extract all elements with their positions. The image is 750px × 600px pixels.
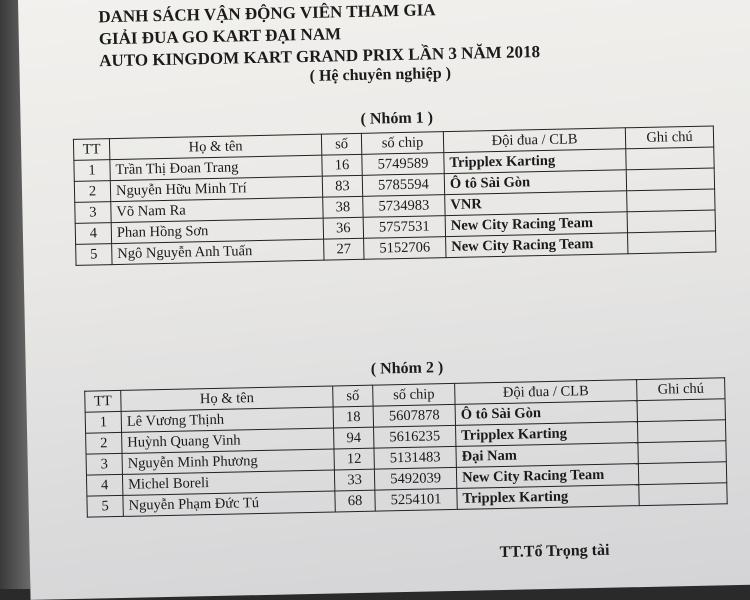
cell-team: Tripplex Karting <box>456 422 638 447</box>
cell-team: New City Racing Team <box>445 212 627 237</box>
cell-team: New City Racing Team <box>456 464 638 489</box>
title-line-1: DANH SÁCH VẬN ĐỘNG VIÊN THAM GIA <box>98 0 436 27</box>
cell-note <box>637 399 725 422</box>
cell-tt: 4 <box>75 223 111 245</box>
cell-chip: 5616235 <box>374 425 456 448</box>
cell-number: 83 <box>322 175 362 197</box>
cell-chip: 5254101 <box>375 488 457 511</box>
header-chip: số chip <box>373 383 455 406</box>
cell-tt: 2 <box>86 432 122 454</box>
title-line-3: AUTO KINGDOM KART GRAND PRIX LẦN 3 NĂM 2018 <box>99 42 541 71</box>
cell-team: Tripplex Karting <box>457 485 639 510</box>
cell-tt: 3 <box>75 202 111 224</box>
cell-chip: 5152706 <box>364 237 446 260</box>
cell-chip: 5734983 <box>363 195 445 218</box>
cell-tt: 2 <box>74 181 110 203</box>
cell-chip: 5749589 <box>362 153 444 176</box>
cell-note <box>628 231 716 254</box>
title-line-2: GIẢI ĐUA GO KART ĐẠI NAM <box>98 24 342 49</box>
group-2-label: ( Nhóm 2 ) <box>370 359 444 378</box>
header-name: Họ & tên <box>109 134 321 159</box>
cell-number: 38 <box>323 196 363 218</box>
cell-team: Ô tô Sài Gòn <box>444 170 626 195</box>
cell-number: 68 <box>335 490 375 512</box>
cell-name: Huỳnh Quang Vinh <box>122 428 334 453</box>
cell-team: Ô tô Sài Gòn <box>455 401 637 426</box>
header-number: số <box>321 133 361 155</box>
cell-name: Phan Hồng Sơn <box>111 218 323 243</box>
cell-team: Tripplex Karting <box>444 149 626 174</box>
cell-note <box>638 441 726 464</box>
cell-team: New City Racing Team <box>446 233 628 258</box>
header-number: số <box>333 385 373 407</box>
header-team: Đội đua / CLB <box>455 380 637 405</box>
cell-name: Michel Boreli <box>122 470 334 495</box>
cell-note <box>639 483 727 506</box>
group-1-table <box>73 125 717 265</box>
cell-name: Nguyễn Hữu Minh Trí <box>110 176 322 201</box>
cell-number: 94 <box>334 427 374 449</box>
cell-note <box>627 189 715 212</box>
cell-name: Trần Thị Đoan Trang <box>110 155 322 180</box>
cell-name: Nguyễn Phạm Đức Tú <box>123 491 335 516</box>
cell-tt: 5 <box>76 244 112 266</box>
cell-chip: 5607878 <box>373 404 455 427</box>
header-team: Đội đua / CLB <box>443 128 625 153</box>
cell-name: Võ Nam Ra <box>111 197 323 222</box>
cell-name: Ngô Nguyễn Anh Tuấn <box>112 239 324 264</box>
cell-tt: 4 <box>86 474 122 496</box>
header-name: Họ & tên <box>121 386 333 411</box>
cell-number: 18 <box>333 406 373 428</box>
cell-number: 33 <box>334 469 374 491</box>
cell-number: 12 <box>334 448 374 470</box>
cell-tt: 1 <box>74 160 110 182</box>
header-tt: TT <box>73 139 109 161</box>
cell-chip: 5131483 <box>374 446 456 469</box>
cell-team: VNR <box>445 191 627 216</box>
header-note: Ghi chú <box>637 378 725 401</box>
cell-team: Đại Nam <box>456 443 638 468</box>
header-tt: TT <box>85 390 121 412</box>
cell-name: Lê Vương Thịnh <box>121 407 333 432</box>
group-1-label: ( Nhóm 1 ) <box>360 109 434 128</box>
cell-chip: 5785594 <box>362 174 444 197</box>
cell-note <box>627 210 715 233</box>
cell-tt: 3 <box>86 453 122 475</box>
cell-note <box>626 168 714 191</box>
cell-name: Nguyễn Minh Phương <box>122 449 334 474</box>
cell-number: 36 <box>323 217 363 239</box>
cell-note <box>626 147 714 170</box>
cell-tt: 1 <box>85 411 121 433</box>
cell-note <box>637 420 725 443</box>
cell-number: 27 <box>324 238 364 260</box>
document-title <box>98 0 540 72</box>
cell-note <box>638 462 726 485</box>
cell-number: 16 <box>322 154 362 176</box>
group-2-table <box>84 377 728 517</box>
cell-chip: 5757531 <box>363 216 445 239</box>
cell-tt: 5 <box>87 495 123 517</box>
document-subtitle: ( Hệ chuyên nghiệp ) <box>309 64 452 85</box>
document-sheet <box>18 0 750 600</box>
header-note: Ghi chú <box>625 126 713 149</box>
cell-chip: 5492039 <box>374 467 456 490</box>
header-chip: số chip <box>361 132 443 155</box>
referee-signature-label: TT.Tổ Trọng tài <box>499 541 610 562</box>
